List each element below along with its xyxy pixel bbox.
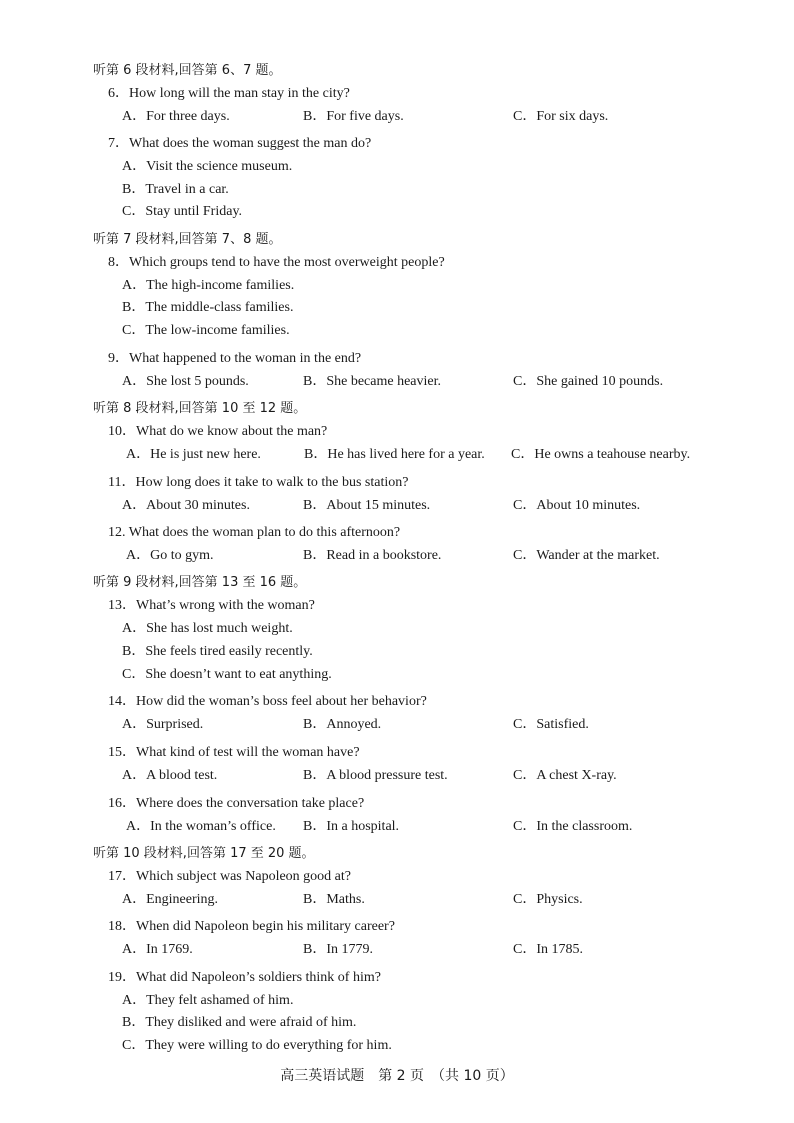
question-14-option-c: C．Satisfied. — [513, 717, 589, 732]
question-9-option-b: B．She became heavier. — [303, 374, 442, 389]
question-18-stem: 18．When did Napoleon begin his military career? — [108, 919, 395, 934]
question-8-stem: 8．Which groups tend to have the most overweight people? — [108, 255, 445, 270]
question-12-option-a: A．Go to gym. — [126, 548, 214, 563]
question-8-option-b: B．The middle-class families. — [122, 300, 294, 315]
question-11-option-a: A．About 30 minutes. — [122, 498, 250, 513]
question-15-stem: 15．What kind of test will the woman have? — [108, 745, 360, 760]
question-16-stem: 16．Where does the conversation take place? — [108, 796, 365, 811]
section-heading-6: 听第 6 段材料,回答第 6、7 题。 — [93, 63, 282, 78]
question-9-stem: 9．What happened to the woman in the end? — [108, 351, 362, 366]
question-19-option-a: A．They felt ashamed of him. — [122, 993, 294, 1008]
section-heading-9: 听第 9 段材料,回答第 13 至 16 题。 — [93, 575, 307, 590]
question-6-option-a: A．For three days. — [122, 109, 230, 124]
question-18-option-a: A．In 1769. — [122, 942, 193, 957]
question-17-stem: 17．Which subject was Napoleon good at? — [108, 869, 351, 884]
question-7-option-c: C．Stay until Friday. — [122, 204, 243, 219]
question-10-option-a: A．He is just new here. — [126, 447, 261, 462]
question-11-option-c: C．About 10 minutes. — [513, 498, 641, 513]
question-12-stem: 12. What does the woman plan to do this afternoon? — [108, 525, 401, 540]
question-7-option-b: B．Travel in a car. — [122, 182, 229, 197]
question-12-option-c: C．Wander at the market. — [513, 548, 660, 563]
question-13-option-c: C．She doesn’t want to eat anything. — [122, 667, 332, 682]
question-11-stem: 11．How long does it take to walk to the bus station? — [108, 475, 409, 490]
question-17-option-c: C．Physics. — [513, 892, 583, 907]
question-16-option-b: B．In a hospital. — [303, 819, 400, 834]
question-10-stem: 10．What do we know about the man? — [108, 424, 328, 439]
question-11-option-b: B．About 15 minutes. — [303, 498, 431, 513]
page-footer: 高三英语试题 第 2 页 （共 10 页） — [280, 1068, 514, 1084]
question-17-option-a: A．Engineering. — [122, 892, 219, 907]
question-8-option-a: A．The high-income families. — [122, 278, 295, 293]
question-14-option-a: A．Surprised. — [122, 717, 204, 732]
question-13-option-b: B．She feels tired easily recently. — [122, 644, 313, 659]
question-6-option-c: C．For six days. — [513, 109, 609, 124]
question-10-option-b: B．He has lived here for a year. — [304, 447, 485, 462]
question-6-stem: 6．How long will the man stay in the city? — [108, 86, 350, 101]
question-15-option-a: A．A blood test. — [122, 768, 218, 783]
question-10-option-c: C．He owns a teahouse nearby. — [511, 447, 691, 462]
question-19-option-b: B．They disliked and were afraid of him. — [122, 1015, 357, 1030]
question-16-option-a: A．In the woman’s office. — [126, 819, 276, 834]
section-heading-7: 听第 7 段材料,回答第 7、8 题。 — [93, 232, 282, 247]
question-9-option-a: A．She lost 5 pounds. — [122, 374, 249, 389]
question-15-option-b: B．A blood pressure test. — [303, 768, 448, 783]
question-6-option-b: B．For five days. — [303, 109, 404, 124]
question-18-option-c: C．In 1785. — [513, 942, 583, 957]
section-heading-8: 听第 8 段材料,回答第 10 至 12 题。 — [93, 401, 307, 416]
question-19-option-c: C．They were willing to do everything for him. — [122, 1038, 392, 1053]
question-14-stem: 14．How did the woman’s boss feel about her behavior? — [108, 694, 427, 709]
question-13-option-a: A．She has lost much weight. — [122, 621, 293, 636]
question-19-stem: 19．What did Napoleon’s soldiers think of him? — [108, 970, 381, 985]
question-15-option-c: C．A chest X-ray. — [513, 768, 617, 783]
question-12-option-b: B．Read in a bookstore. — [303, 548, 442, 563]
question-18-option-b: B．In 1779. — [303, 942, 373, 957]
question-8-option-c: C．The low-income families. — [122, 323, 290, 338]
question-17-option-b: B．Maths. — [303, 892, 365, 907]
section-heading-10: 听第 10 段材料,回答第 17 至 20 题。 — [93, 846, 315, 861]
question-9-option-c: C．She gained 10 pounds. — [513, 374, 664, 389]
question-14-option-b: B．Annoyed. — [303, 717, 382, 732]
question-7-stem: 7．What does the woman suggest the man do? — [108, 136, 372, 151]
question-16-option-c: C．In the classroom. — [513, 819, 633, 834]
question-7-option-a: A．Visit the science museum. — [122, 159, 293, 174]
question-13-stem: 13．What’s wrong with the woman? — [108, 598, 315, 613]
